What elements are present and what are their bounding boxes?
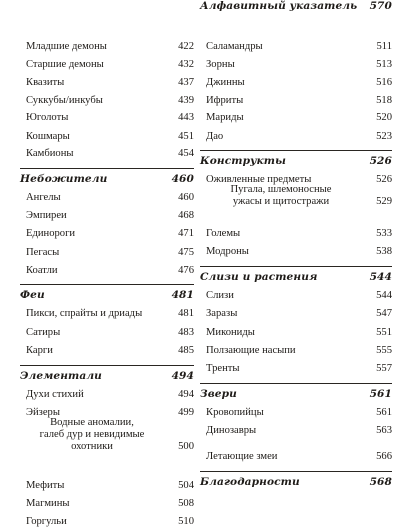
section-page-number: 481: [171, 289, 194, 301]
entry-title: Оживленные предметы: [206, 174, 312, 185]
section-title: Звери: [200, 388, 237, 400]
section-divider: [200, 471, 392, 472]
entry-title: Заразы: [206, 308, 238, 319]
entry-title: охотники: [71, 441, 113, 452]
entry-page-number: 551: [376, 327, 392, 338]
section-title: Благодарности: [200, 476, 300, 488]
entry-title: Пугала, шлемоносные: [230, 184, 332, 195]
entry-page-number: 499: [178, 407, 194, 418]
section-page-number: 494: [171, 370, 194, 382]
entry-page-number: 511: [376, 41, 392, 52]
entry-page-number: 494: [178, 389, 194, 400]
section-page-number: 570: [369, 0, 392, 12]
entry-page-number: 468: [178, 210, 194, 221]
entry-title: Кошмары: [26, 131, 70, 142]
entry-page-number: 485: [178, 345, 194, 356]
section-divider: [200, 266, 392, 267]
entry-title: Магмины: [26, 498, 70, 509]
entry-page-number: 520: [376, 112, 392, 123]
entry-title: Зорны: [206, 59, 235, 70]
entry-title: Ангелы: [26, 192, 61, 203]
entry-page-number: 533: [376, 228, 392, 239]
section-page-number: 568: [369, 476, 392, 488]
entry-title: Динозавры: [206, 425, 257, 436]
entry-title: Микониды: [206, 327, 255, 338]
entry-title: Суккубы/инкубы: [26, 95, 103, 106]
entry-page-number: 500: [178, 441, 194, 452]
section-title: Элементали: [20, 370, 102, 382]
entry-page-number: 526: [376, 174, 392, 185]
entry-title: Младшие демоны: [26, 41, 107, 52]
entry-title: Тренты: [206, 363, 240, 374]
entry-page-number: 563: [376, 425, 392, 436]
entry-page-number: 557: [376, 363, 392, 374]
entry-title: ужасы и щитостражи: [232, 196, 330, 207]
entry-title: галеб дур и невидимые: [39, 429, 145, 440]
entry-title: Модроны: [206, 246, 249, 257]
section-page-number: 544: [369, 271, 392, 283]
entry-page-number: 483: [178, 327, 194, 338]
entry-title: Ифриты: [206, 95, 244, 106]
entry-page-number: 432: [178, 59, 194, 70]
entry-page-number: 460: [178, 192, 194, 203]
entry-page-number: 451: [178, 131, 194, 142]
entry-page-number: 544: [376, 290, 392, 301]
entry-title: Слизи: [206, 290, 234, 301]
section-title: Небожители: [20, 173, 108, 185]
entry-page-number: 510: [178, 516, 194, 527]
entry-page-number: 518: [376, 95, 392, 106]
entry-title: Коатли: [26, 265, 58, 276]
section-title: Феи: [20, 289, 45, 301]
entry-title: Големы: [206, 228, 241, 239]
section-divider: [20, 284, 194, 285]
entry-title: Саламандры: [206, 41, 263, 52]
entry-title: Квазиты: [26, 77, 65, 88]
section-title: Конструкты: [200, 155, 286, 167]
entry-page-number: 561: [376, 407, 392, 418]
entry-title: Ползающие насыпи: [206, 345, 296, 356]
entry-page-number: 504: [178, 480, 194, 491]
entry-title: Дао: [206, 131, 224, 142]
entry-title: Сатиры: [26, 327, 61, 338]
section-divider: [20, 365, 194, 366]
section-title: Алфавитный указатель: [200, 0, 358, 12]
entry-title: Горгульи: [26, 516, 67, 527]
section-divider: [200, 383, 392, 384]
entry-title: Летающие змеи: [206, 451, 278, 462]
section-divider: [20, 168, 194, 169]
entry-page-number: 443: [178, 112, 194, 123]
entry-page-number: 422: [178, 41, 194, 52]
entry-title: Единороги: [26, 228, 76, 239]
entry-page-number: 476: [178, 265, 194, 276]
entry-title: Пикси, спрайты и дриады: [26, 308, 143, 319]
entry-page-number: 508: [178, 498, 194, 509]
entry-title: Джинны: [206, 77, 245, 88]
section-title: Слизи и растения: [200, 271, 318, 283]
entry-page-number: 566: [376, 451, 392, 462]
entry-page-number: 529: [376, 196, 392, 207]
entry-title: Эмпиреи: [26, 210, 67, 221]
section-page-number: 561: [369, 388, 392, 400]
entry-title: Кровопийцы: [206, 407, 264, 418]
entry-page-number: 475: [178, 247, 194, 258]
entry-title: Карги: [26, 345, 53, 356]
entry-page-number: 437: [178, 77, 194, 88]
entry-page-number: 481: [178, 308, 194, 319]
entry-page-number: 439: [178, 95, 194, 106]
entry-title: Духи стихий: [26, 389, 84, 400]
entry-title: Камбионы: [26, 148, 74, 159]
entry-title: Эйзеры: [26, 407, 60, 418]
entry-page-number: 555: [376, 345, 392, 356]
section-page-number: 526: [369, 155, 392, 167]
entry-title: Мариды: [206, 112, 244, 123]
entry-page-number: 471: [178, 228, 194, 239]
entry-page-number: 454: [178, 148, 194, 159]
section-divider: [200, 150, 392, 151]
section-page-number: 460: [171, 173, 194, 185]
entry-title: Старшие демоны: [26, 59, 104, 70]
entry-page-number: 513: [376, 59, 392, 70]
entry-title: Водные аномалии,: [50, 417, 134, 428]
entry-page-number: 516: [376, 77, 392, 88]
entry-page-number: 547: [376, 308, 392, 319]
entry-title: Юголоты: [26, 112, 69, 123]
entry-page-number: 538: [376, 246, 392, 257]
entry-title: Пегасы: [26, 247, 60, 258]
entry-title: Мефиты: [26, 480, 65, 491]
entry-page-number: 523: [376, 131, 392, 142]
